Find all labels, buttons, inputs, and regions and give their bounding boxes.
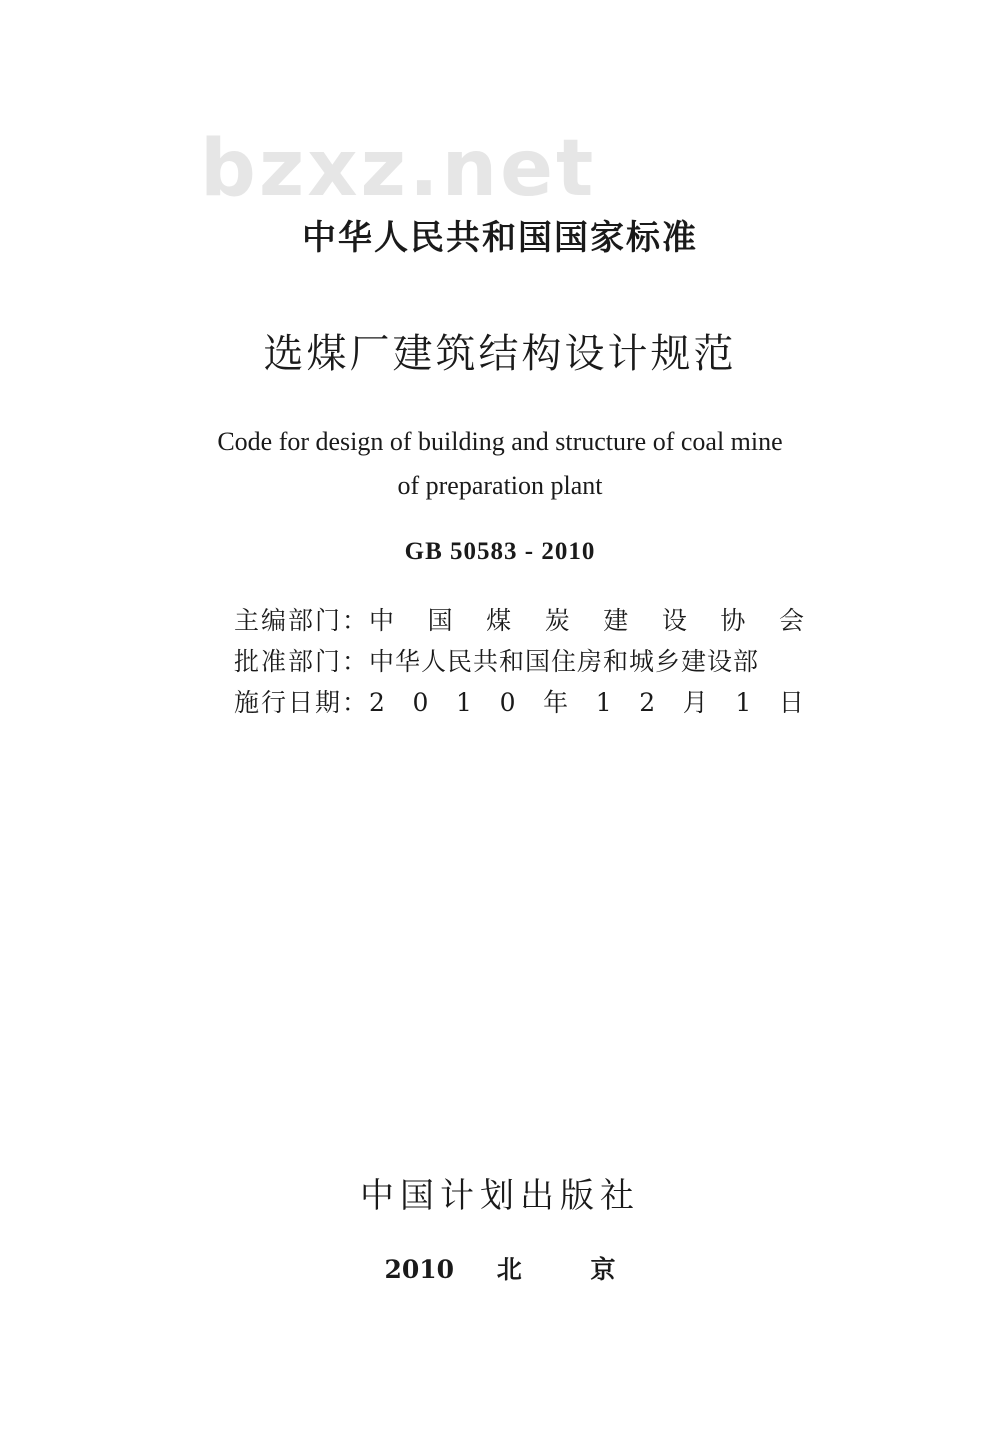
meta-editor-label: 主编部门： — [234, 606, 370, 635]
title-english — [0, 420, 1000, 508]
title-chinese: 选煤厂建筑结构设计规范 — [263, 331, 737, 377]
meta-effective-char: 1 — [595, 688, 612, 717]
series-title: 中华人民共和国国家标准 — [302, 218, 698, 258]
meta-editor-char: 建 — [603, 606, 629, 635]
meta-editor-char: 国 — [427, 606, 453, 635]
meta-editor-char: 中 — [369, 606, 395, 635]
publication-city-char: 京 — [590, 1255, 616, 1284]
meta-editor-char: 煤 — [486, 606, 512, 635]
meta-effective-char: 2 — [639, 688, 656, 717]
title-english-line-1: Code for design of building and structure of coal mine — [217, 427, 783, 456]
meta-effective-char: 0 — [412, 688, 429, 717]
watermark: bzxz.net — [200, 124, 597, 214]
meta-row-editor — [234, 606, 804, 647]
standard-code: GB 50583 - 2010 — [404, 538, 596, 565]
title-english-line-2: of preparation plant — [397, 471, 603, 500]
meta-approver-label: 批准部门： — [234, 647, 370, 676]
meta-approver-value: 中华人民共和国住房和城乡建设部 — [369, 647, 760, 676]
publisher-name: 中国计划出版社 — [360, 1176, 640, 1216]
meta-effective-char: 2 — [369, 688, 385, 717]
meta-editor-char: 设 — [661, 606, 687, 635]
meta-editor-value — [369, 606, 804, 636]
meta-effective-char: 0 — [499, 688, 516, 717]
meta-editor-char: 协 — [720, 606, 746, 635]
meta-editor-char: 炭 — [544, 606, 570, 635]
meta-effective-char: 年 — [543, 688, 569, 717]
meta-effective-value — [369, 688, 804, 718]
meta-effective-label: 施行日期： — [234, 688, 370, 717]
meta-effective-char: 日 — [778, 688, 804, 717]
meta-effective-char: 月 — [682, 688, 708, 717]
publication-line — [0, 1250, 1000, 1286]
meta-row-effective — [234, 688, 804, 729]
publication-city-char: 北 — [496, 1255, 522, 1284]
publication-year: 2010 — [384, 1255, 455, 1284]
meta-editor-char: 会 — [778, 606, 804, 635]
meta-effective-char: 1 — [456, 688, 472, 717]
meta-block — [234, 606, 804, 729]
meta-row-approver — [234, 647, 804, 688]
meta-effective-char: 1 — [735, 688, 752, 717]
